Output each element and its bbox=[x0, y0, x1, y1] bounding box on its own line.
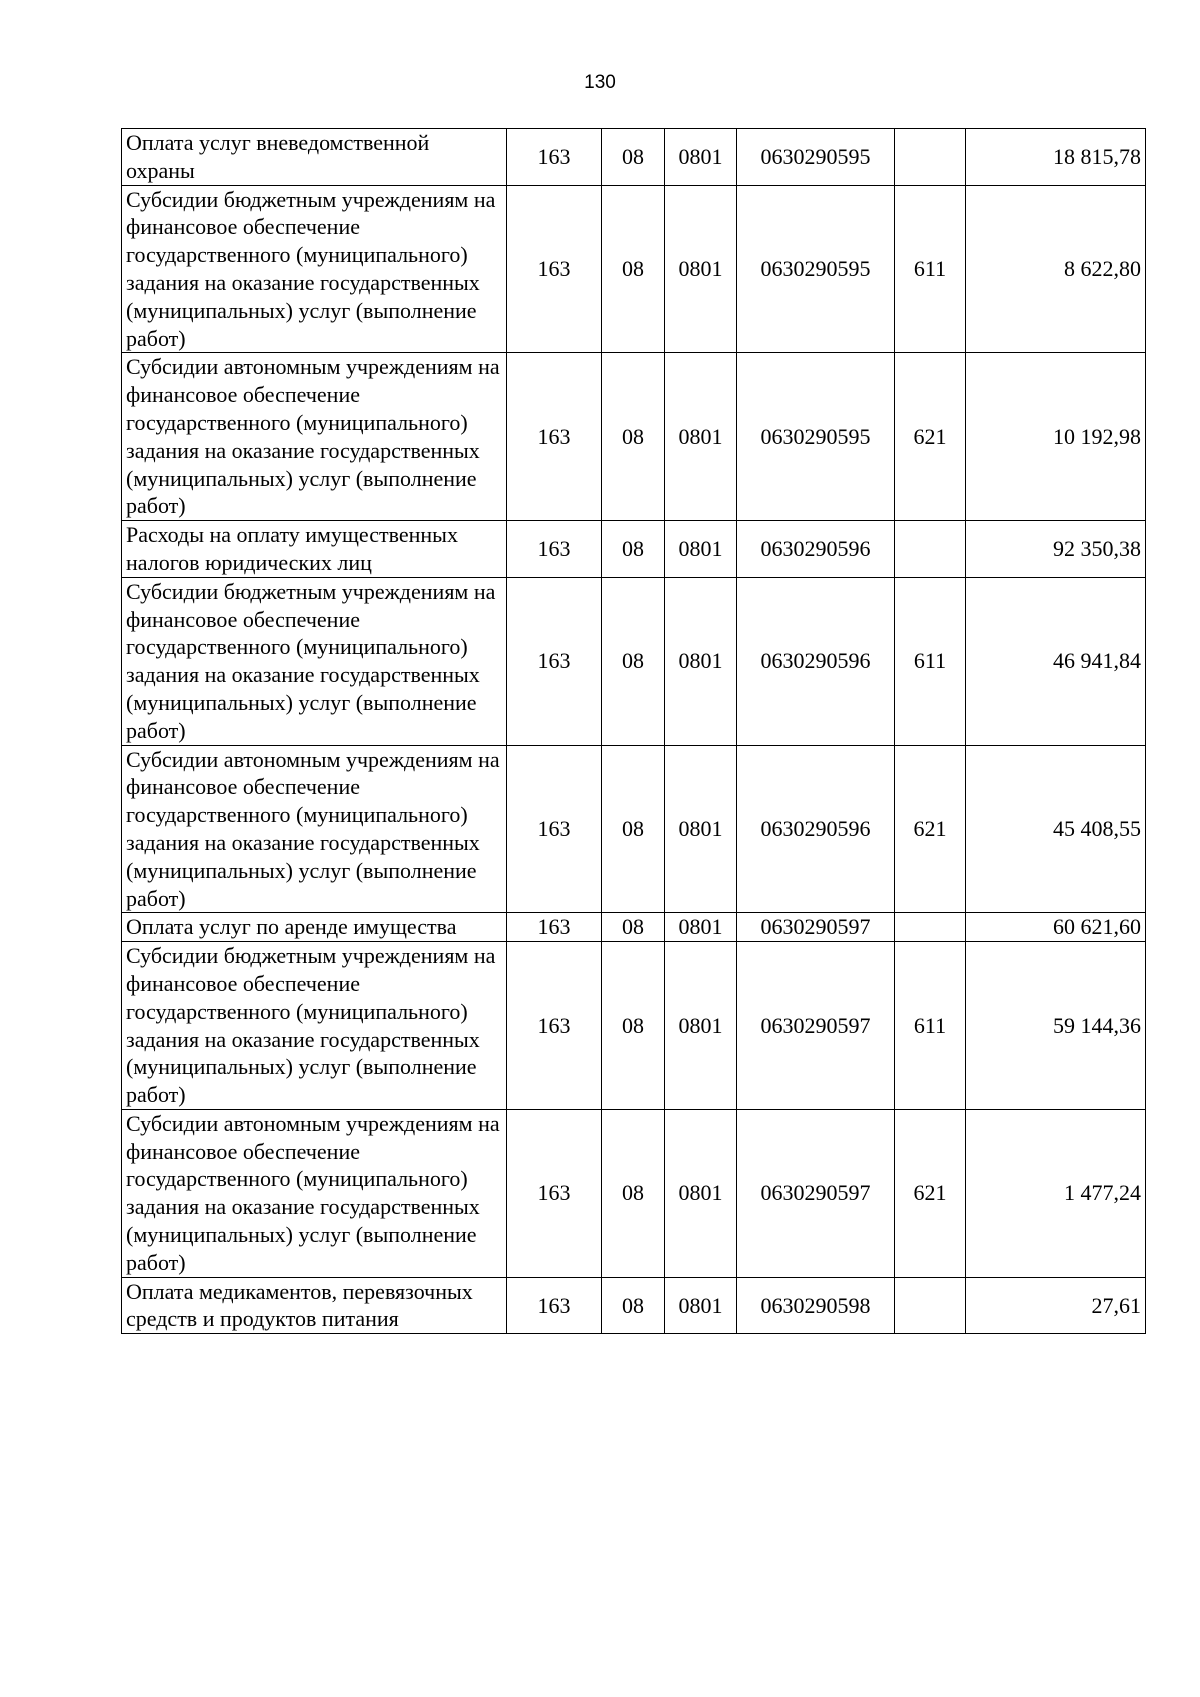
expense-type-cell bbox=[895, 129, 966, 186]
budget-table bbox=[121, 128, 1146, 1334]
target-article-cell: 0630290595 bbox=[737, 185, 895, 353]
expense-type-cell bbox=[895, 1277, 966, 1334]
table-row bbox=[122, 745, 1146, 913]
amount-cell: 59 144,36 bbox=[966, 942, 1146, 1110]
subsection-code-cell: 0801 bbox=[665, 185, 737, 353]
section-code-cell: 08 bbox=[602, 1109, 665, 1277]
expense-type-cell bbox=[895, 521, 966, 578]
amount-cell: 1 477,24 bbox=[966, 1109, 1146, 1277]
subsection-code-cell: 0801 bbox=[665, 942, 737, 1110]
amount-cell: 18 815,78 bbox=[966, 129, 1146, 186]
subsection-code-cell: 0801 bbox=[665, 913, 737, 942]
grbs-code-cell: 163 bbox=[507, 129, 602, 186]
page-number: 130 bbox=[584, 72, 616, 93]
budget-table-body bbox=[122, 129, 1146, 1334]
section-code-cell: 08 bbox=[602, 913, 665, 942]
expense-name-cell: Субсидии бюджетным учреждениям на финансовое обеспечение государственного (муниципального) задания на оказание государственных (муниципальных) услуг (выполнение работ) bbox=[122, 942, 507, 1110]
expense-name-cell: Субсидии автономным учреждениям на финансовое обеспечение государственного (муниципального) задания на оказание государственных (муниципальных) услуг (выполнение работ) bbox=[122, 353, 507, 521]
grbs-code-cell: 163 bbox=[507, 185, 602, 353]
subsection-code-cell: 0801 bbox=[665, 1109, 737, 1277]
grbs-code-cell: 163 bbox=[507, 577, 602, 745]
target-article-cell: 0630290596 bbox=[737, 745, 895, 913]
target-article-cell: 0630290595 bbox=[737, 129, 895, 186]
expense-type-cell: 611 bbox=[895, 577, 966, 745]
expense-type-cell: 621 bbox=[895, 1109, 966, 1277]
target-article-cell: 0630290597 bbox=[737, 942, 895, 1110]
table-row bbox=[122, 129, 1146, 186]
expense-type-cell: 621 bbox=[895, 745, 966, 913]
target-article-cell: 0630290597 bbox=[737, 1109, 895, 1277]
subsection-code-cell: 0801 bbox=[665, 745, 737, 913]
table-row bbox=[122, 942, 1146, 1110]
grbs-code-cell: 163 bbox=[507, 1109, 602, 1277]
expense-name-cell: Субсидии автономным учреждениям на финансовое обеспечение государственного (муниципального) задания на оказание государственных (муниципальных) услуг (выполнение работ) bbox=[122, 1109, 507, 1277]
grbs-code-cell: 163 bbox=[507, 521, 602, 578]
grbs-code-cell: 163 bbox=[507, 913, 602, 942]
table-row bbox=[122, 521, 1146, 578]
grbs-code-cell: 163 bbox=[507, 942, 602, 1110]
amount-cell: 10 192,98 bbox=[966, 353, 1146, 521]
table-row bbox=[122, 185, 1146, 353]
subsection-code-cell: 0801 bbox=[665, 521, 737, 578]
table-row bbox=[122, 577, 1146, 745]
target-article-cell: 0630290596 bbox=[737, 577, 895, 745]
target-article-cell: 0630290597 bbox=[737, 913, 895, 942]
section-code-cell: 08 bbox=[602, 942, 665, 1110]
table-row bbox=[122, 1277, 1146, 1334]
section-code-cell: 08 bbox=[602, 577, 665, 745]
section-code-cell: 08 bbox=[602, 185, 665, 353]
amount-cell: 8 622,80 bbox=[966, 185, 1146, 353]
expense-name-cell: Расходы на оплату имущественных налогов юридических лиц bbox=[122, 521, 507, 578]
grbs-code-cell: 163 bbox=[507, 353, 602, 521]
expense-name-cell: Субсидии бюджетным учреждениям на финансовое обеспечение государственного (муниципального) задания на оказание государственных (муниципальных) услуг (выполнение работ) bbox=[122, 185, 507, 353]
amount-cell: 27,61 bbox=[966, 1277, 1146, 1334]
section-code-cell: 08 bbox=[602, 353, 665, 521]
subsection-code-cell: 0801 bbox=[665, 577, 737, 745]
expense-type-cell: 611 bbox=[895, 942, 966, 1110]
target-article-cell: 0630290595 bbox=[737, 353, 895, 521]
grbs-code-cell: 163 bbox=[507, 745, 602, 913]
table-row bbox=[122, 913, 1146, 942]
subsection-code-cell: 0801 bbox=[665, 353, 737, 521]
amount-cell: 45 408,55 bbox=[966, 745, 1146, 913]
section-code-cell: 08 bbox=[602, 745, 665, 913]
target-article-cell: 0630290596 bbox=[737, 521, 895, 578]
section-code-cell: 08 bbox=[602, 521, 665, 578]
expense-type-cell: 611 bbox=[895, 185, 966, 353]
table-row bbox=[122, 1109, 1146, 1277]
expense-type-cell: 621 bbox=[895, 353, 966, 521]
target-article-cell: 0630290598 bbox=[737, 1277, 895, 1334]
section-code-cell: 08 bbox=[602, 1277, 665, 1334]
expense-name-cell: Оплата медикаментов, перевязочных средств и продуктов питания bbox=[122, 1277, 507, 1334]
expense-name-cell: Оплата услуг по аренде имущества bbox=[122, 913, 507, 942]
grbs-code-cell: 163 bbox=[507, 1277, 602, 1334]
expense-name-cell: Субсидии бюджетным учреждениям на финансовое обеспечение государственного (муниципального) задания на оказание государственных (муниципальных) услуг (выполнение работ) bbox=[122, 577, 507, 745]
expense-name-cell: Субсидии автономным учреждениям на финансовое обеспечение государственного (муниципального) задания на оказание государственных (муниципальных) услуг (выполнение работ) bbox=[122, 745, 507, 913]
amount-cell: 92 350,38 bbox=[966, 521, 1146, 578]
amount-cell: 46 941,84 bbox=[966, 577, 1146, 745]
expense-type-cell bbox=[895, 913, 966, 942]
section-code-cell: 08 bbox=[602, 129, 665, 186]
amount-cell: 60 621,60 bbox=[966, 913, 1146, 942]
expense-name-cell: Оплата услуг вневедомственной охраны bbox=[122, 129, 507, 186]
subsection-code-cell: 0801 bbox=[665, 1277, 737, 1334]
subsection-code-cell: 0801 bbox=[665, 129, 737, 186]
table-row bbox=[122, 353, 1146, 521]
